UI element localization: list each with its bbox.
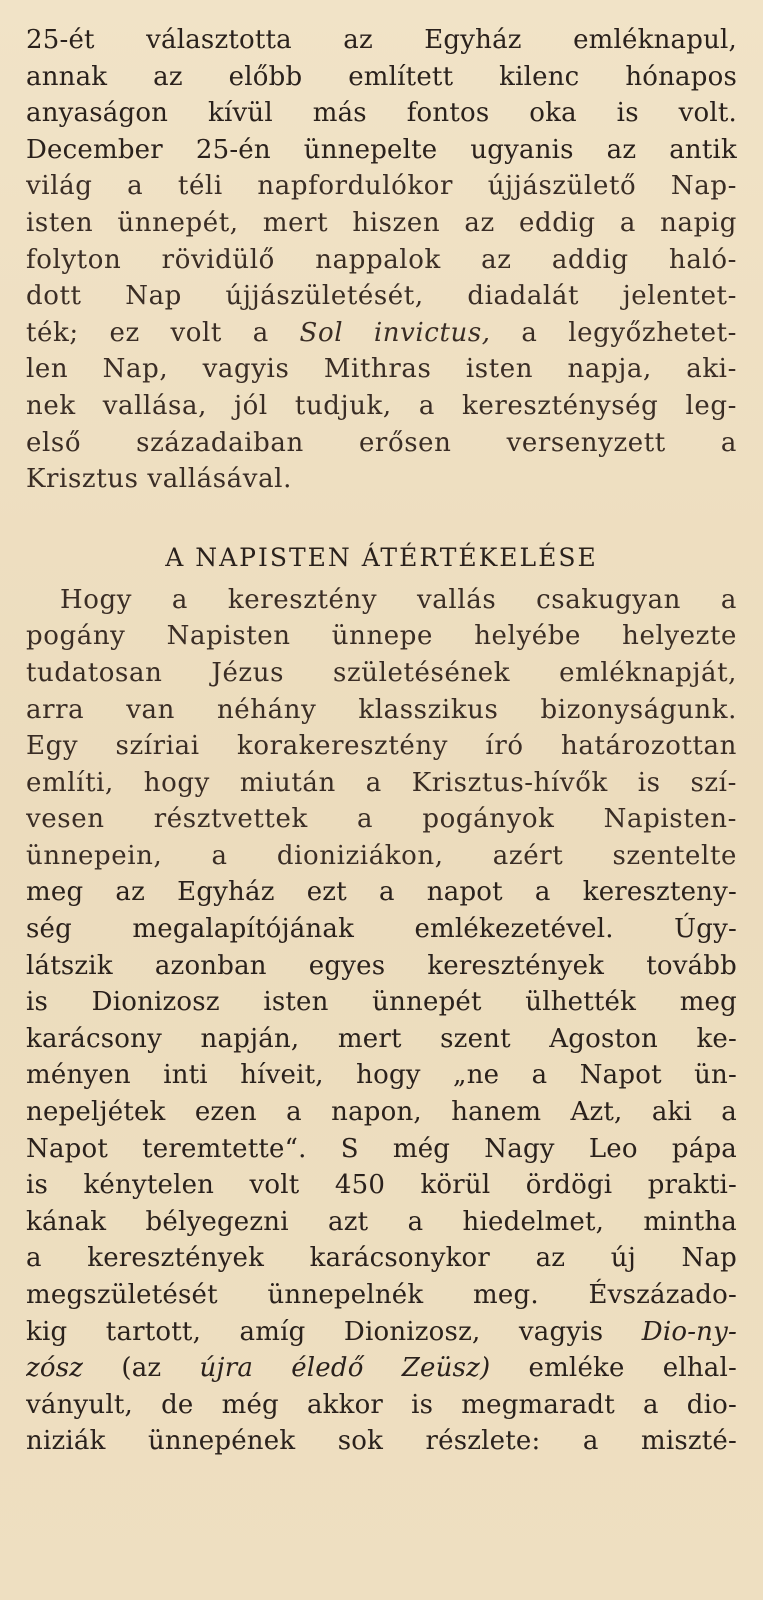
text-line: pogány Napisten ünnepe helyébe helyezte <box>26 621 737 652</box>
text-line: niziák ünnepének sok részlete: a miszté- <box>26 1426 737 1457</box>
text-line: Hogy a keresztény vallás csakugyan a <box>60 584 737 615</box>
paragraph-main <box>26 582 737 1460</box>
text-segment: kig tartott, amíg Dionizosz, vagyis <box>26 1316 642 1347</box>
text-line: nepeljétek ezen a napon, hanem Azt, aki a <box>26 1097 737 1128</box>
text-line: dott Nap újjászületését, diadalát jelentet- <box>26 281 737 312</box>
text-segment: ték; ez volt a <box>26 317 300 348</box>
text-segment: emléke elhal- <box>490 1353 737 1384</box>
text-line: isten ünnepét, mert hiszen az eddig a napig <box>26 207 737 238</box>
paragraph-intro <box>26 22 737 498</box>
text-line: a keresztények karácsonykor az új Nap <box>26 1243 737 1274</box>
text-line: ünnepein, a dioniziákon, azért szentelte <box>26 840 737 871</box>
italic-phrase: zósz <box>26 1353 84 1384</box>
text-line: meg az Egyház ezt a napot a kereszteny- <box>26 877 737 908</box>
text-line: anyaságon kívül más fontos oka is volt. <box>26 98 737 129</box>
italic-phrase: Dio-ny- <box>641 1316 737 1347</box>
text-segment: (az <box>83 1353 200 1384</box>
text-line: karácsony napján, mert szent Agoston ke- <box>26 1023 737 1054</box>
text-line: első századaiban erősen versenyzett a <box>26 427 737 458</box>
text-line: folyton rövidülő nappalok az addig haló- <box>26 244 737 275</box>
text-line: említi, hogy miután a Krisztus-hívők is szí- <box>26 767 737 798</box>
text-segment: a legyőzhetet- <box>490 317 737 348</box>
text-line: tudatosan Jézus születésének emléknapját, <box>26 657 737 688</box>
text-line-with-italic <box>26 1350 737 1387</box>
text-line: Egy szíriai korakeresztény író határozottan <box>26 731 737 762</box>
text-line-with-italic <box>26 1314 737 1351</box>
italic-phrase: újra éledő Zeüsz) <box>199 1353 491 1384</box>
text-line: nek vallása, jól tudjuk, a kereszténység leg- <box>26 390 737 421</box>
text-line: vesen résztvettek a pogányok Napisten- <box>26 804 737 835</box>
text-line: is kénytelen volt 450 körül ördögi prakti- <box>26 1170 737 1201</box>
text-line: látszik azonban egyes keresztények tovább <box>26 950 737 981</box>
text-line: Krisztus vallásával. <box>26 464 292 495</box>
text-line: ványult, de még akkor is megmaradt a dio- <box>26 1389 737 1420</box>
text-line-with-italic <box>26 315 737 352</box>
italic-phrase: Sol invictus, <box>299 317 491 348</box>
text-line: Napot teremtette“. S még Nagy Leo pápa <box>26 1133 737 1164</box>
text-line: 25-ét választotta az Egyház emléknapul, <box>26 25 737 55</box>
text-line: világ a téli napfordulókor újjászülető Nap- <box>26 171 737 202</box>
text-line: is Dionizosz isten ünnepét ülhették meg <box>26 987 737 1018</box>
text-line: arra van néhány klasszikus bizonyságunk. <box>26 694 737 725</box>
text-line: megszületését ünnepelnék meg. Évszázado- <box>26 1280 737 1310</box>
text-line: ményen inti híveit, hogy „ne a Napot ün- <box>26 1060 737 1091</box>
text-line: ség megalapítójának emlékezetével. Úgy- <box>26 914 737 945</box>
text-line: kának bélyegezni azt a hiedelmet, mintha <box>26 1206 737 1237</box>
text-line: len Nap, vagyis Mithras isten napja, aki- <box>26 354 737 385</box>
section-heading: A NAPISTEN ÁTÉRTÉKELÉSE <box>165 542 598 572</box>
text-line: December 25-én ünnepelte ugyanis az antik <box>26 134 737 165</box>
text-line: annak az előbb említett kilenc hónapos <box>26 61 737 92</box>
